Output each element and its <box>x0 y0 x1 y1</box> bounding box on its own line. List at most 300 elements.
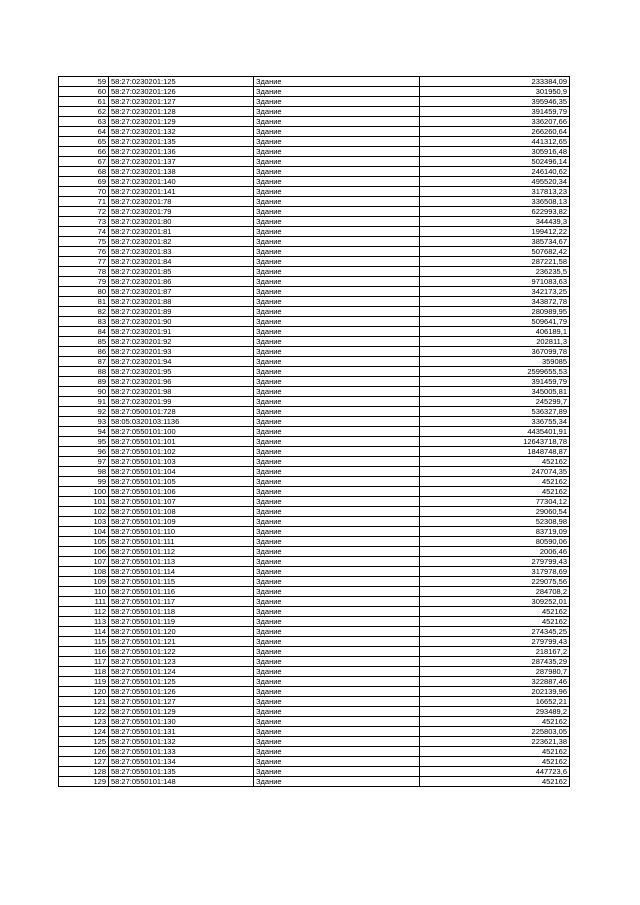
cadastral-number: 58:27:0550101:122 <box>109 647 254 657</box>
table-row <box>59 597 570 607</box>
cadastral-value: 406189,1 <box>420 327 570 337</box>
object-type: Здание <box>254 347 420 357</box>
table-row <box>59 567 570 577</box>
row-number: 59 <box>59 77 109 87</box>
row-number: 98 <box>59 467 109 477</box>
row-number: 124 <box>59 727 109 737</box>
row-number: 111 <box>59 597 109 607</box>
row-number: 112 <box>59 607 109 617</box>
table-row <box>59 537 570 547</box>
table-row <box>59 737 570 747</box>
object-type: Здание <box>254 747 420 757</box>
table-row <box>59 687 570 697</box>
cadastral-number: 58:27:0550101:130 <box>109 717 254 727</box>
cadastral-number: 58:27:0230201:141 <box>109 187 254 197</box>
row-number: 110 <box>59 587 109 597</box>
cadastral-value: 4435401,91 <box>420 427 570 437</box>
object-type: Здание <box>254 457 420 467</box>
cadastral-value: 301950,9 <box>420 87 570 97</box>
cadastral-value: 391459,79 <box>420 377 570 387</box>
table-row <box>59 437 570 447</box>
cadastral-value: 507682,42 <box>420 247 570 257</box>
table-row <box>59 407 570 417</box>
cadastral-value: 293489,2 <box>420 707 570 717</box>
table-row <box>59 177 570 187</box>
cadastral-number: 58:27:0230201:126 <box>109 87 254 97</box>
cadastral-number: 58:27:0550101:108 <box>109 507 254 517</box>
cadastral-number: 58:27:0230201:80 <box>109 217 254 227</box>
cadastral-number: 58:27:0550101:113 <box>109 557 254 567</box>
cadastral-number: 58:27:0550101:125 <box>109 677 254 687</box>
cadastral-value: 536327,89 <box>420 407 570 417</box>
cadastral-value: 452162 <box>420 487 570 497</box>
cadastral-value: 2599655,53 <box>420 367 570 377</box>
cadastral-number: 58:27:0230201:138 <box>109 167 254 177</box>
object-type: Здание <box>254 547 420 557</box>
row-number: 66 <box>59 147 109 157</box>
cadastral-value: 395946,35 <box>420 97 570 107</box>
table-row <box>59 777 570 787</box>
object-type: Здание <box>254 667 420 677</box>
table-row <box>59 647 570 657</box>
table-row <box>59 117 570 127</box>
object-type: Здание <box>254 517 420 527</box>
cadastral-number: 58:27:0550101:100 <box>109 427 254 437</box>
table-row <box>59 767 570 777</box>
cadastral-number: 58:27:0230201:93 <box>109 347 254 357</box>
table-row <box>59 697 570 707</box>
object-type: Здание <box>254 447 420 457</box>
object-type: Здание <box>254 607 420 617</box>
table-row <box>59 517 570 527</box>
row-number: 68 <box>59 167 109 177</box>
cadastral-value: 236235,5 <box>420 267 570 277</box>
row-number: 81 <box>59 297 109 307</box>
cadastral-number: 58:27:0550101:111 <box>109 537 254 547</box>
table-row <box>59 187 570 197</box>
cadastral-number: 58:27:0230201:125 <box>109 77 254 87</box>
cadastral-value: 344439,3 <box>420 217 570 227</box>
row-number: 104 <box>59 527 109 537</box>
cadastral-number: 58:27:0550101:121 <box>109 637 254 647</box>
cadastral-number: 58:27:0230201:137 <box>109 157 254 167</box>
row-number: 89 <box>59 377 109 387</box>
cadastral-value: 274345,25 <box>420 627 570 637</box>
cadastral-value: 202811,3 <box>420 337 570 347</box>
object-type: Здание <box>254 307 420 317</box>
object-type: Здание <box>254 267 420 277</box>
table-row <box>59 467 570 477</box>
cadastral-value: 52308,98 <box>420 517 570 527</box>
cadastral-number: 58:27:0550101:131 <box>109 727 254 737</box>
cadastral-value: 223621,38 <box>420 737 570 747</box>
cadastral-value: 317813,23 <box>420 187 570 197</box>
object-type: Здание <box>254 617 420 627</box>
cadastral-value: 12643718,78 <box>420 437 570 447</box>
object-type: Здание <box>254 777 420 787</box>
cadastral-number: 58:27:0230201:127 <box>109 97 254 107</box>
row-number: 129 <box>59 777 109 787</box>
cadastral-number: 58:27:0550101:129 <box>109 707 254 717</box>
row-number: 92 <box>59 407 109 417</box>
table-row <box>59 257 570 267</box>
object-type: Здание <box>254 97 420 107</box>
cadastral-number: 58:27:0230201:136 <box>109 147 254 157</box>
cadastral-number: 58:27:0230201:128 <box>109 107 254 117</box>
row-number: 119 <box>59 677 109 687</box>
object-type: Здание <box>254 237 420 247</box>
cadastral-number: 58:27:0230201:95 <box>109 367 254 377</box>
cadastral-value: 495520,34 <box>420 177 570 187</box>
row-number: 79 <box>59 277 109 287</box>
cadastral-number: 58:27:0550101:103 <box>109 457 254 467</box>
table-row <box>59 87 570 97</box>
table-row <box>59 637 570 647</box>
object-type: Здание <box>254 297 420 307</box>
cadastral-value: 452162 <box>420 757 570 767</box>
table-row <box>59 347 570 357</box>
row-number: 94 <box>59 427 109 437</box>
table-row <box>59 417 570 427</box>
cadastral-number: 58:27:0550101:134 <box>109 757 254 767</box>
cadastral-value: 336508,13 <box>420 197 570 207</box>
row-number: 93 <box>59 417 109 427</box>
object-type: Здание <box>254 407 420 417</box>
cadastral-number: 58:27:0550101:101 <box>109 437 254 447</box>
cadastral-value: 247074,35 <box>420 467 570 477</box>
cadastral-value: 345005,81 <box>420 387 570 397</box>
cadastral-value: 280989,95 <box>420 307 570 317</box>
object-type: Здание <box>254 127 420 137</box>
row-number: 106 <box>59 547 109 557</box>
table-row <box>59 547 570 557</box>
row-number: 107 <box>59 557 109 567</box>
cadastral-number: 58:27:0230201:83 <box>109 247 254 257</box>
cadastral-value: 509641,79 <box>420 317 570 327</box>
object-type: Здание <box>254 437 420 447</box>
table-row <box>59 607 570 617</box>
cadastral-number: 58:27:0550101:117 <box>109 597 254 607</box>
table-row <box>59 657 570 667</box>
table-row <box>59 667 570 677</box>
table-row <box>59 487 570 497</box>
cadastral-value: 447723,6 <box>420 767 570 777</box>
cadastral-value: 452162 <box>420 607 570 617</box>
cadastral-number: 58:27:0550101:126 <box>109 687 254 697</box>
object-type: Здание <box>254 707 420 717</box>
table-row <box>59 217 570 227</box>
cadastral-number: 58:27:0230201:88 <box>109 297 254 307</box>
cadastral-number: 58:27:0550101:120 <box>109 627 254 637</box>
cadastral-value: 279799,43 <box>420 637 570 647</box>
cadastral-value: 385734,67 <box>420 237 570 247</box>
table-row <box>59 527 570 537</box>
object-type: Здание <box>254 187 420 197</box>
object-type: Здание <box>254 337 420 347</box>
row-number: 85 <box>59 337 109 347</box>
row-number: 97 <box>59 457 109 467</box>
cadastral-number: 58:27:0230201:91 <box>109 327 254 337</box>
cadastral-value: 279799,43 <box>420 557 570 567</box>
cadastral-number: 58:27:0230201:90 <box>109 317 254 327</box>
cadastral-number: 58:27:0230201:135 <box>109 137 254 147</box>
cadastral-value: 29060,54 <box>420 507 570 517</box>
table-row <box>59 247 570 257</box>
cadastral-value: 452162 <box>420 717 570 727</box>
cadastral-value: 229075,56 <box>420 577 570 587</box>
row-number: 126 <box>59 747 109 757</box>
object-type: Здание <box>254 507 420 517</box>
object-type: Здание <box>254 577 420 587</box>
cadastral-value: 16652,21 <box>420 697 570 707</box>
table-row <box>59 377 570 387</box>
object-type: Здание <box>254 677 420 687</box>
cadastral-number: 58:27:0230201:98 <box>109 387 254 397</box>
cadastral-value: 287435,29 <box>420 657 570 667</box>
object-type: Здание <box>254 387 420 397</box>
cadastral-number: 58:27:0550101:132 <box>109 737 254 747</box>
object-type: Здание <box>254 137 420 147</box>
cadastral-number: 58:27:0550101:105 <box>109 477 254 487</box>
cadastral-value: 287221,58 <box>420 257 570 267</box>
cadastral-value: 343872,78 <box>420 297 570 307</box>
cadastral-value: 2006,46 <box>420 547 570 557</box>
cadastral-value: 80590,06 <box>420 537 570 547</box>
cadastral-value: 317978,69 <box>420 567 570 577</box>
cadastral-value: 336755,34 <box>420 417 570 427</box>
object-type: Здание <box>254 107 420 117</box>
table-row <box>59 337 570 347</box>
row-number: 116 <box>59 647 109 657</box>
object-type: Здание <box>254 367 420 377</box>
table-row <box>59 367 570 377</box>
object-type: Здание <box>254 657 420 667</box>
object-type: Здание <box>254 197 420 207</box>
cadastral-value: 367099,78 <box>420 347 570 357</box>
property-table <box>58 76 570 787</box>
object-type: Здание <box>254 527 420 537</box>
cadastral-value: 452162 <box>420 477 570 487</box>
table-row <box>59 747 570 757</box>
cadastral-value: 245299,7 <box>420 397 570 407</box>
row-number: 74 <box>59 227 109 237</box>
cadastral-value: 391459,79 <box>420 107 570 117</box>
table-row <box>59 107 570 117</box>
table-row <box>59 507 570 517</box>
cadastral-number: 58:27:0500101:728 <box>109 407 254 417</box>
cadastral-number: 58:27:0550101:127 <box>109 697 254 707</box>
table-row <box>59 307 570 317</box>
row-number: 63 <box>59 117 109 127</box>
row-number: 121 <box>59 697 109 707</box>
property-table-body <box>59 77 570 787</box>
row-number: 115 <box>59 637 109 647</box>
row-number: 125 <box>59 737 109 747</box>
cadastral-value: 287980,7 <box>420 667 570 677</box>
cadastral-number: 58:27:0230201:140 <box>109 177 254 187</box>
object-type: Здание <box>254 377 420 387</box>
table-row <box>59 447 570 457</box>
cadastral-value: 284708,2 <box>420 587 570 597</box>
cadastral-number: 58:27:0550101:118 <box>109 607 254 617</box>
object-type: Здание <box>254 477 420 487</box>
table-row <box>59 397 570 407</box>
cadastral-value: 305916,48 <box>420 147 570 157</box>
row-number: 109 <box>59 577 109 587</box>
object-type: Здание <box>254 597 420 607</box>
row-number: 117 <box>59 657 109 667</box>
row-number: 71 <box>59 197 109 207</box>
cadastral-value: 452162 <box>420 457 570 467</box>
table-row <box>59 277 570 287</box>
row-number: 122 <box>59 707 109 717</box>
row-number: 102 <box>59 507 109 517</box>
cadastral-value: 199412,22 <box>420 227 570 237</box>
cadastral-value: 202139,96 <box>420 687 570 697</box>
row-number: 105 <box>59 537 109 547</box>
cadastral-number: 58:27:0230201:89 <box>109 307 254 317</box>
object-type: Здание <box>254 257 420 267</box>
cadastral-number: 58:27:0550101:110 <box>109 527 254 537</box>
object-type: Здание <box>254 157 420 167</box>
cadastral-number: 58:27:0550101:116 <box>109 587 254 597</box>
row-number: 90 <box>59 387 109 397</box>
table-row <box>59 477 570 487</box>
object-type: Здание <box>254 537 420 547</box>
object-type: Здание <box>254 277 420 287</box>
row-number: 114 <box>59 627 109 637</box>
table-row <box>59 287 570 297</box>
object-type: Здание <box>254 727 420 737</box>
object-type: Здание <box>254 207 420 217</box>
object-type: Здание <box>254 767 420 777</box>
object-type: Здание <box>254 687 420 697</box>
object-type: Здание <box>254 757 420 767</box>
row-number: 75 <box>59 237 109 247</box>
object-type: Здание <box>254 397 420 407</box>
cadastral-number: 58:27:0230201:92 <box>109 337 254 347</box>
cadastral-number: 58:27:0230201:84 <box>109 257 254 267</box>
object-type: Здание <box>254 737 420 747</box>
cadastral-number: 58:27:0550101:102 <box>109 447 254 457</box>
object-type: Здание <box>254 717 420 727</box>
cadastral-value: 441312,65 <box>420 137 570 147</box>
row-number: 77 <box>59 257 109 267</box>
object-type: Здание <box>254 427 420 437</box>
table-row <box>59 707 570 717</box>
cadastral-value: 225803,05 <box>420 727 570 737</box>
row-number: 83 <box>59 317 109 327</box>
cadastral-number: 58:05:0320103:1136 <box>109 417 254 427</box>
table-row <box>59 357 570 367</box>
cadastral-value: 452162 <box>420 747 570 757</box>
object-type: Здание <box>254 567 420 577</box>
row-number: 95 <box>59 437 109 447</box>
cadastral-value: 452162 <box>420 617 570 627</box>
cadastral-number: 58:27:0550101:123 <box>109 657 254 667</box>
cadastral-number: 58:27:0230201:81 <box>109 227 254 237</box>
row-number: 118 <box>59 667 109 677</box>
object-type: Здание <box>254 177 420 187</box>
cadastral-number: 58:27:0550101:115 <box>109 577 254 587</box>
table-row <box>59 227 570 237</box>
cadastral-number: 58:27:0550101:148 <box>109 777 254 787</box>
cadastral-number: 58:27:0550101:135 <box>109 767 254 777</box>
cadastral-number: 58:27:0550101:133 <box>109 747 254 757</box>
row-number: 65 <box>59 137 109 147</box>
table-row <box>59 757 570 767</box>
table-row <box>59 627 570 637</box>
cadastral-number: 58:27:0230201:129 <box>109 117 254 127</box>
row-number: 87 <box>59 357 109 367</box>
table-row <box>59 127 570 137</box>
object-type: Здание <box>254 117 420 127</box>
cadastral-value: 622993,82 <box>420 207 570 217</box>
cadastral-number: 58:27:0550101:114 <box>109 567 254 577</box>
cadastral-number: 58:27:0550101:106 <box>109 487 254 497</box>
table-row <box>59 77 570 87</box>
cadastral-value: 342173,25 <box>420 287 570 297</box>
object-type: Здание <box>254 327 420 337</box>
cadastral-number: 58:27:0230201:78 <box>109 197 254 207</box>
table-row <box>59 587 570 597</box>
row-number: 61 <box>59 97 109 107</box>
object-type: Здание <box>254 637 420 647</box>
row-number: 82 <box>59 307 109 317</box>
object-type: Здание <box>254 357 420 367</box>
row-number: 101 <box>59 497 109 507</box>
row-number: 96 <box>59 447 109 457</box>
cadastral-number: 58:27:0550101:119 <box>109 617 254 627</box>
row-number: 127 <box>59 757 109 767</box>
cadastral-number: 58:27:0550101:112 <box>109 547 254 557</box>
row-number: 128 <box>59 767 109 777</box>
table-row <box>59 317 570 327</box>
row-number: 108 <box>59 567 109 577</box>
row-number: 70 <box>59 187 109 197</box>
row-number: 69 <box>59 177 109 187</box>
cadastral-number: 58:27:0550101:124 <box>109 667 254 677</box>
row-number: 91 <box>59 397 109 407</box>
table-row <box>59 97 570 107</box>
cadastral-number: 58:27:0230201:96 <box>109 377 254 387</box>
cadastral-number: 58:27:0230201:94 <box>109 357 254 367</box>
table-row <box>59 197 570 207</box>
object-type: Здание <box>254 627 420 637</box>
cadastral-value: 452162 <box>420 777 570 787</box>
cadastral-value: 309252,01 <box>420 597 570 607</box>
table-row <box>59 427 570 437</box>
row-number: 80 <box>59 287 109 297</box>
table-row <box>59 497 570 507</box>
cadastral-value: 266260,64 <box>420 127 570 137</box>
row-number: 60 <box>59 87 109 97</box>
object-type: Здание <box>254 587 420 597</box>
row-number: 120 <box>59 687 109 697</box>
cadastral-value: 502496,14 <box>420 157 570 167</box>
row-number: 86 <box>59 347 109 357</box>
table-row <box>59 327 570 337</box>
cadastral-number: 58:27:0550101:107 <box>109 497 254 507</box>
cadastral-value: 971083,63 <box>420 277 570 287</box>
object-type: Здание <box>254 247 420 257</box>
row-number: 76 <box>59 247 109 257</box>
row-number: 72 <box>59 207 109 217</box>
table-row <box>59 677 570 687</box>
object-type: Здание <box>254 497 420 507</box>
table-row <box>59 617 570 627</box>
object-type: Здание <box>254 487 420 497</box>
